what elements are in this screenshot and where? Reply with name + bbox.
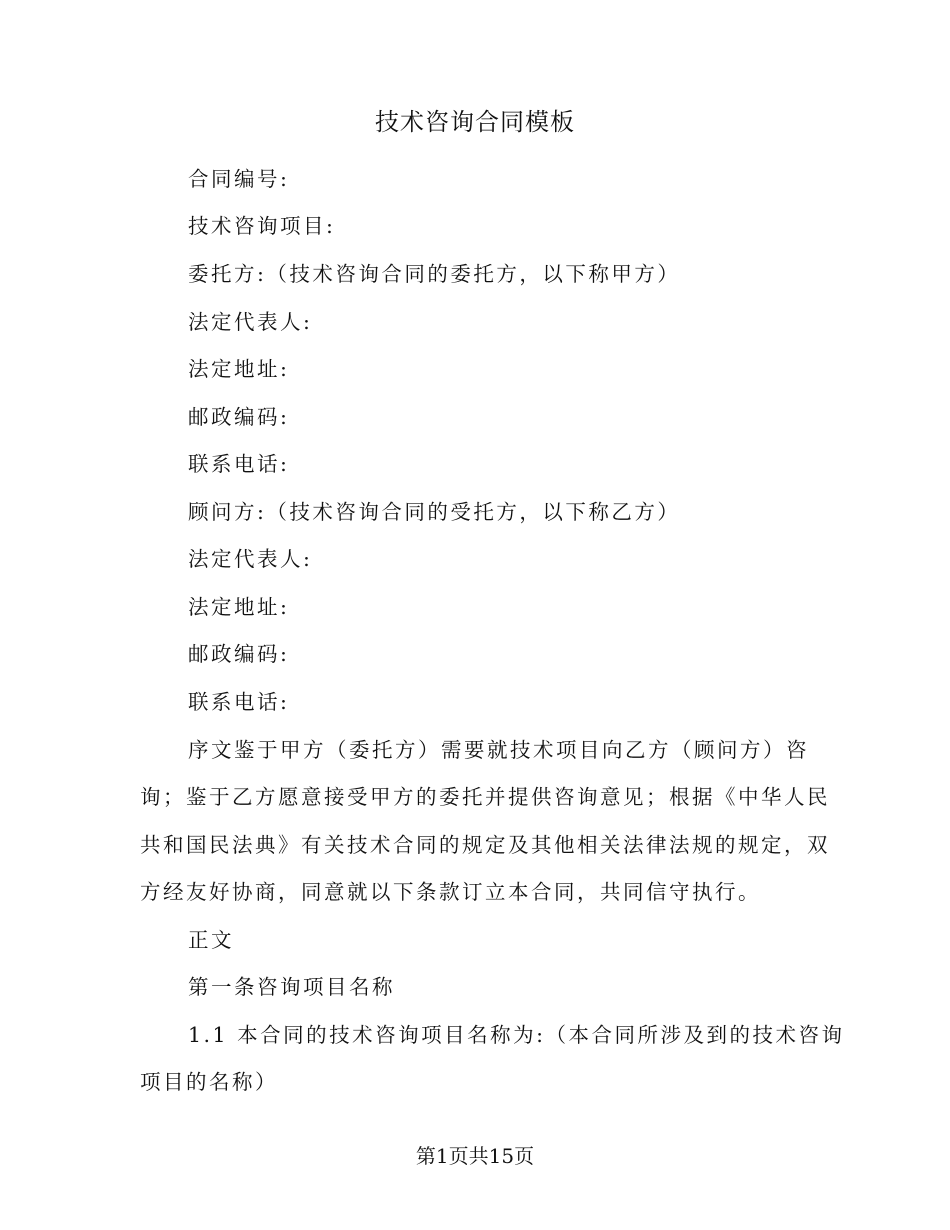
body-heading: 正文 — [188, 928, 234, 952]
field-client-representative: 法定代表人: — [188, 310, 313, 334]
field-client-address: 法定地址: — [188, 357, 290, 381]
preamble-line: 共和国民法典》有关技术合同的规定及其他相关法律法规的规定，双 — [140, 833, 830, 857]
preamble-line: 询；鉴于乙方愿意接受甲方的委托并提供咨询意见；根据《中华人民 — [140, 785, 830, 809]
clause-line: 1.1 本合同的技术咨询项目名称为:（本合同所涉及到的技术咨询 — [188, 1023, 845, 1047]
preamble-line: 方经友好协商，同意就以下条款订立本合同，共同信守执行。 — [140, 880, 761, 904]
field-contract-number: 合同编号: — [188, 167, 290, 191]
page-number: 第1页共15页 — [415, 1144, 535, 1168]
clause-line: 项目的名称） — [140, 1070, 278, 1094]
field-consultant-phone: 联系电话: — [188, 690, 290, 714]
field-project: 技术咨询项目: — [188, 214, 336, 238]
field-client: 委托方:（技术咨询合同的委托方，以下称甲方） — [188, 262, 681, 286]
preamble-line: 序文鉴于甲方（委托方）需要就技术项目向乙方（顾问方）咨 — [188, 738, 809, 762]
field-consultant: 顾问方:（技术咨询合同的受托方，以下称乙方） — [188, 500, 681, 524]
field-consultant-representative: 法定代表人: — [188, 547, 313, 571]
field-consultant-postcode: 邮政编码: — [188, 642, 290, 666]
field-client-postcode: 邮政编码: — [188, 405, 290, 429]
field-consultant-address: 法定地址: — [188, 595, 290, 619]
field-client-phone: 联系电话: — [188, 452, 290, 476]
document-title: 技术咨询合同模板 — [375, 108, 575, 136]
article-heading: 第一条咨询项目名称 — [188, 975, 395, 999]
